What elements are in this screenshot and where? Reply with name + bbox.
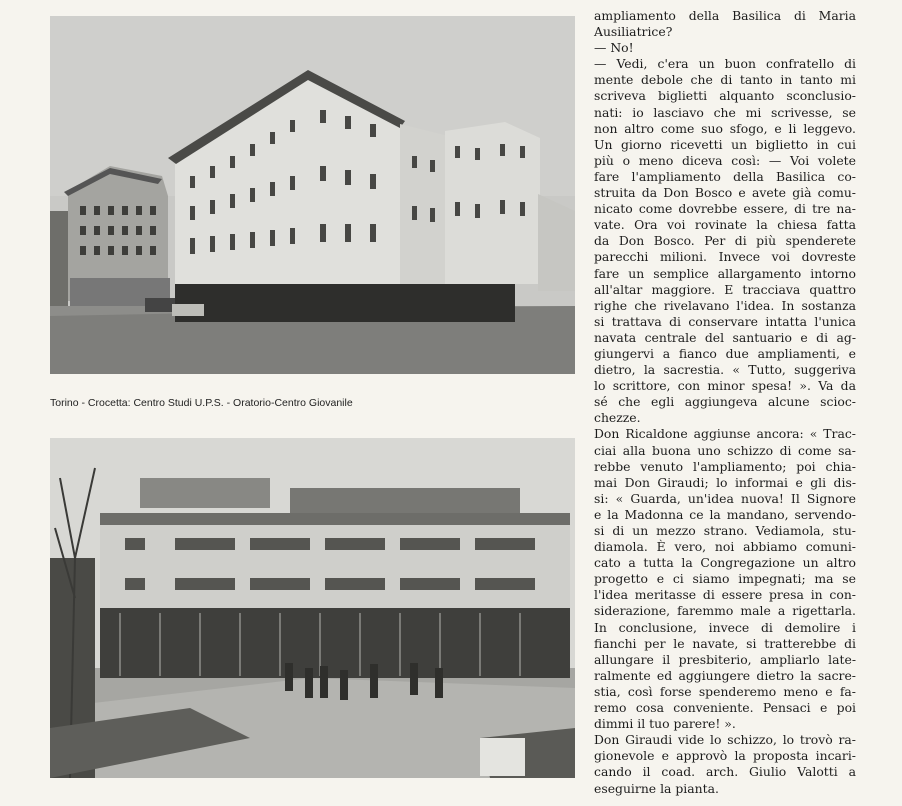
text-line: ciai alla buona uno schizzo di come sa-: [594, 442, 856, 458]
text-line: sé che egli aggiungeva alcune scioc-: [594, 394, 856, 410]
text-line: eseguirne la pianta.: [594, 780, 719, 796]
text-line: nati: io lasciavo che mi scrivesse, se: [594, 104, 856, 120]
text-line: non altro come suo sfogo, e li leggevo.: [594, 120, 856, 136]
text-line: — Vedi, c'era un buon confratello di: [594, 56, 856, 72]
text-line: stia, così forse spenderemo meno e fa-: [594, 683, 856, 699]
text-line: Un giorno ricevetti un biglietto in cui: [594, 136, 856, 152]
text-line: vate. Ora voi rovinate la chiesa fatta: [594, 217, 856, 233]
text-line: parecchi milioni. Invece voi dovreste: [594, 249, 856, 265]
text-line: progetto e ci siamo impegnati; ma se: [594, 571, 856, 587]
text-line: da Don Bosco. Per di più spenderete: [594, 233, 856, 249]
text-line: ampliamento della Basilica di Maria: [594, 8, 856, 23]
text-line: giungervi a fianco due ampliamenti, e: [594, 345, 856, 361]
text-line: fianchi per le navate, si tratterebbe di: [594, 635, 856, 651]
text-line: all'altar maggiore. E tracciava quattro: [594, 281, 856, 297]
text-line: e la Madonna ce la mandano, servendo-: [594, 506, 856, 522]
text-line: dietro, la sacrestia. « Tutto, suggeriva: [594, 362, 856, 378]
text-line: diamola. È vero, noi abbiamo comuni-: [594, 539, 856, 555]
text-line: rebbe venuto l'ampliamento; poi chia-: [594, 458, 856, 474]
text-line: gionevole e approvò la proposta incari-: [594, 748, 856, 764]
text-line: ralmente ed aggiungere dietro la sacre-: [594, 667, 856, 683]
text-line: Ausiliatrice?: [594, 24, 673, 40]
text-line: remo cosa conveniente. Pensaci e poi: [594, 700, 856, 716]
text-line: cando il coad. arch. Giulio Valotti a: [594, 764, 856, 780]
article-text-column: [594, 8, 856, 797]
text-line: In conclusione, invece di demolire i: [594, 619, 856, 635]
text-line: scriveva biglietti alquanto sconclusio-: [594, 88, 856, 104]
text-line: chezze.: [594, 410, 641, 426]
text-line: mente debole che di tanto in tanto mi: [594, 72, 856, 88]
text-line: navata centrale del santuario e di ag-: [594, 329, 856, 345]
text-line: Don Ricaldone aggiunse ancora: « Trac-: [594, 426, 856, 442]
text-line: si: « Guarda, un'idea nuova! Il Signore: [594, 490, 856, 506]
text-line: si di un mezzo strano. Vediamola, stu-: [594, 523, 856, 538]
text-line: righe che rivelavano l'idea. In sostanza: [594, 297, 856, 313]
text-line: struita da Don Bosco e avete già comu-: [594, 185, 856, 201]
text-line: più o meno diceva così: — Voi volete: [594, 152, 856, 168]
text-line: dimmi il tuo parere! ».: [594, 716, 736, 732]
text-line: cato a tutta la Congregazione un altro: [594, 555, 856, 571]
text-line: lo scrittore, con minor spesa! ». Va da: [594, 378, 856, 394]
photo-caption: Torino - Crocetta: Centro Studi U.P.S. - Oratorio-Centro Giovanile: [50, 397, 353, 409]
text-line: si trattava di conservare intatta l'unica: [594, 313, 856, 329]
text-line: nicato come dovrebbe essere, di tre na-: [594, 201, 856, 217]
text-line: — No!: [594, 40, 634, 56]
text-line: Don Giraudi vide lo schizzo, lo trovò ra-: [594, 732, 856, 748]
photo-centro-studi-ups: [50, 16, 575, 374]
photo-oratorio-centro-giovanile: [50, 438, 575, 778]
text-line: l'idea meritasse di essere presa in con-: [594, 587, 856, 603]
text-line: siderazione, faremmo male a rigettarla.: [594, 603, 856, 619]
text-line: allungare il presbiterio, ampliarlo late-: [594, 651, 856, 667]
text-line: fare l'ampliamento della Basilica co-: [594, 168, 856, 184]
text-line: fare un semplice allargamento intorno: [594, 265, 856, 281]
text-line: mai Don Giraudi; lo informai e gli dis-: [594, 474, 856, 490]
